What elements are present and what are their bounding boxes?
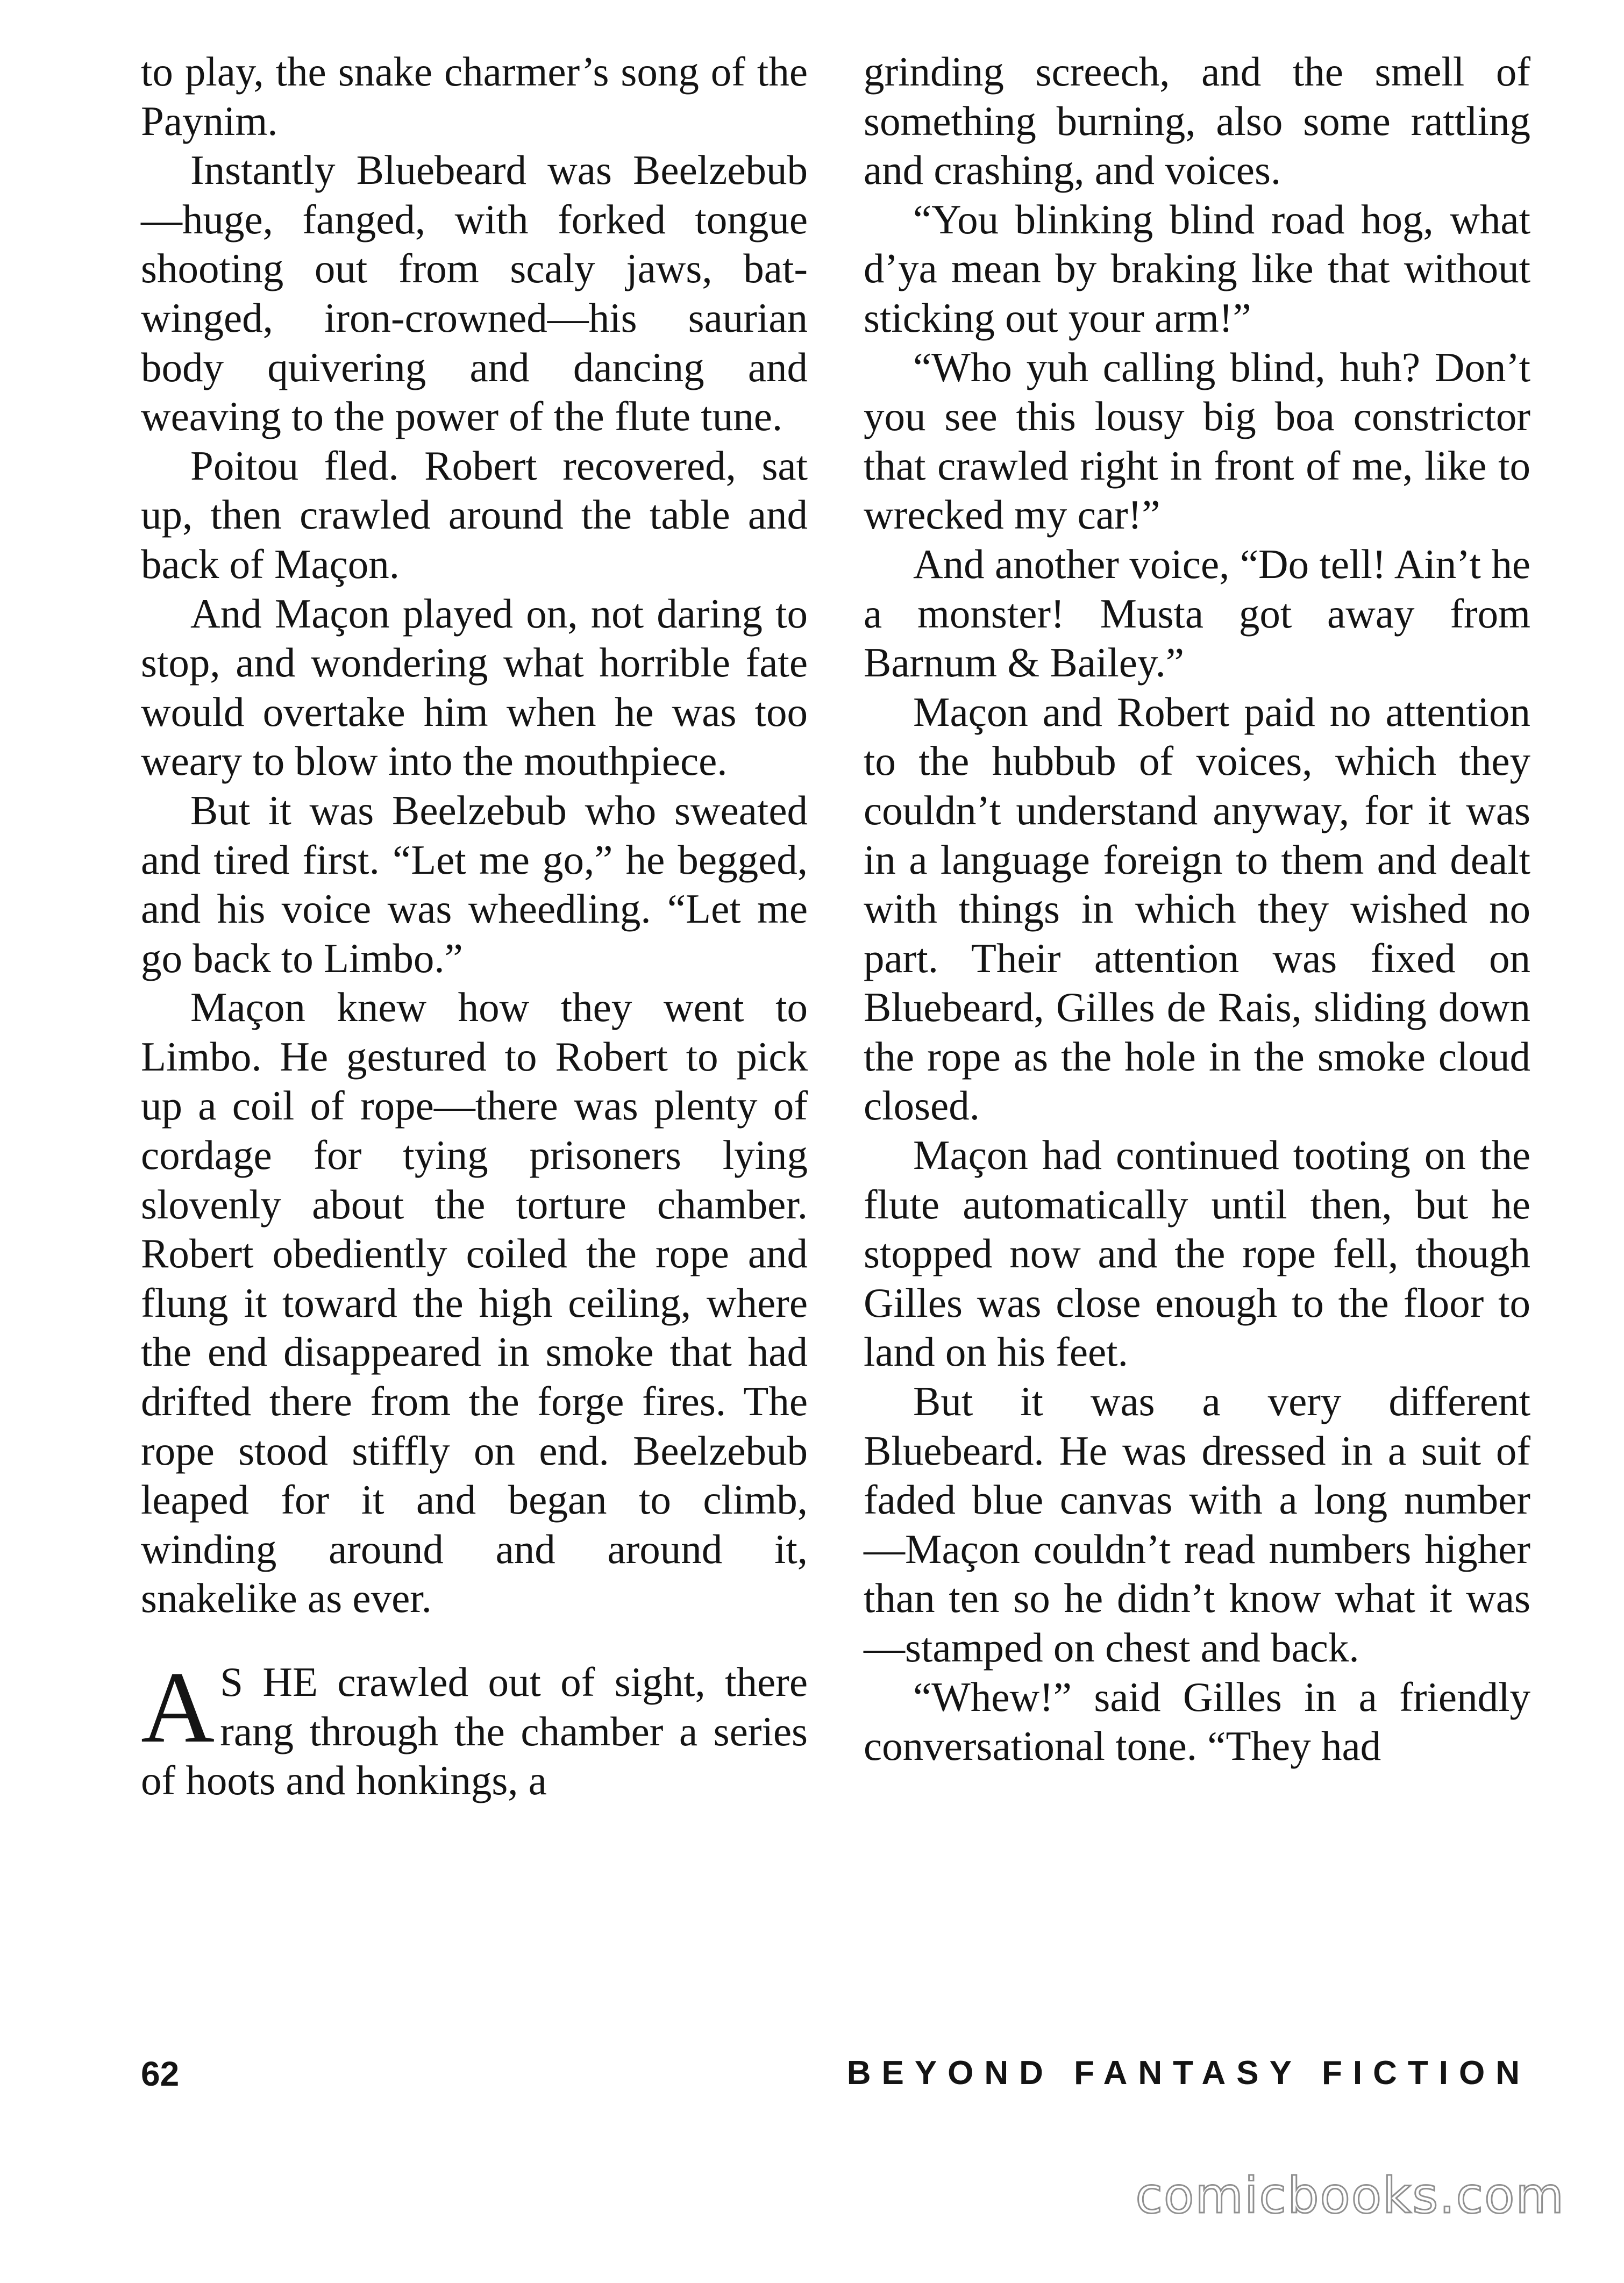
page-footer	[141, 2054, 1530, 2108]
page-number: 62	[141, 2054, 180, 2093]
right-text-column	[864, 47, 1530, 1771]
paragraph: But it was Beelzebub who sweated and tired first. “Let me go,” he begged, and his voice was wheedling. “Let me go back to Limbo.”	[141, 787, 808, 981]
paragraph: “Who yuh calling blind, huh? Don’t you see this lousy big boa constrictor that crawled right in front of me, like to wrecked my car!”	[864, 344, 1530, 538]
paragraph: “You blinking blind road hog, what d’ya mean by braking like that without sticking out your arm!”	[864, 196, 1530, 341]
left-text-column	[141, 47, 808, 1806]
paragraph: Maçon and Robert paid no attention to the hubbub of voices, which they couldn’t understand anyway, for it was in a language foreign to them and dealt with things in which they wished no part. Their attention was fixed on Bluebeard, Gilles de Rais, sliding down the rope as the hole in the smoke cloud closed.	[864, 688, 1530, 1129]
paragraph: But it was a very different Bluebeard. He was dressed in a suit of faded blue canvas with a long number—Maçon couldn’t read numbers higher than ten so he didn’t know what it was—stamped on chest and back.	[864, 1378, 1530, 1671]
paragraph: to play, the snake charmer’s song of the Paynim.	[141, 48, 808, 144]
section-opening-paragraph	[141, 1651, 808, 1806]
paragraph: Instantly Bluebeard was Beelzebub—huge, fanged, with forked tongue shooting out from scaly jaws, bat-winged, iron-crowned—his saurian body quivering and dancing and weaving to the power of the flute tune.	[141, 147, 808, 440]
drop-cap-letter: A	[141, 1651, 215, 1764]
watermark: comicbooks.com	[1135, 2167, 1565, 2224]
running-title: BEYOND FANTASY FICTION	[846, 2054, 1530, 2092]
section-opening-text: S HE crawled out of sight, there rang through the chamber a series of hoots and honkings, a	[141, 1659, 808, 1804]
paragraph: And Maçon played on, not daring to stop, and wondering what horrible fate would overtake him when he was too weary to blow into the mouthpiece.	[141, 590, 808, 784]
paragraph: “Whew!” said Gilles in a friendly conversational tone. “They had	[864, 1673, 1530, 1770]
paragraph: Poitou fled. Robert recovered, sat up, then crawled around the table and back of Maçon.	[141, 442, 808, 587]
paragraph: Maçon knew how they went to Limbo. He gestured to Robert to pick up a coil of rope—there was plenty of cordage for tying prisoners lying slovenly about the torture chamber. Robert obediently coiled the rope and flung it toward the high ceiling, where the end disappeared in smoke that had drifted there from the forge fires. The rope stood stiffly on end. Beelzebub leaped for it and began to climb, winding around and around it, snakelike as ever.	[141, 984, 808, 1622]
paragraph: grinding screech, and the smell of something burning, also some rattling and crashing, and voices.	[864, 48, 1530, 194]
paragraph: Maçon had continued tooting on the flute automatically until then, but he stopped now and the rope fell, though Gilles was close enough to the floor to land on his feet.	[864, 1132, 1530, 1375]
paragraph: And another voice, “Do tell! Ain’t he a monster! Musta got away from Barnum & Bailey.”	[864, 540, 1530, 686]
